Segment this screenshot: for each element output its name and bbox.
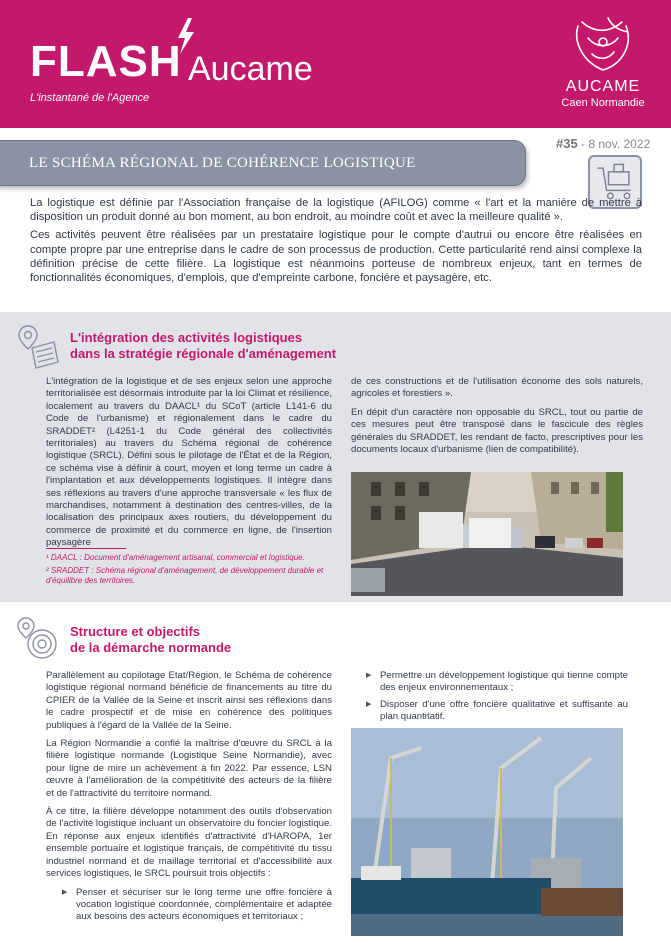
- section2-p1: Parallèlement au copilotage Etat/Région, le Schéma de cohérence logistique régional normand bénéficie de financements au titre du CPIER de la Vallée de la Seine et inscrit ainsi ses réflexions dans le cadre prospectif et de mise en cohérence des politiques publiques à l'égard de la Vallée de la Seine.: [46, 670, 332, 731]
- footnote-rule: [46, 548, 126, 549]
- section2-title: [70, 624, 231, 656]
- section1-right-column: [351, 376, 643, 462]
- section2-right-column: [366, 670, 628, 728]
- logo-city: Caen Normandie: [561, 97, 645, 109]
- tagline: L'instantané de l'Agence: [30, 92, 150, 104]
- footnote-2: ² SRADDET : Schéma régional d'aménagement, de développement durable et d'équilibre des territoires.: [46, 566, 324, 586]
- title-bar: [0, 140, 526, 186]
- section1-right-p1: de ces constructions et de l'utilisation économe des sols naturels, agricoles et forestiers ».: [351, 376, 643, 400]
- section1-left-column: [46, 376, 332, 556]
- section1-footnotes: [46, 553, 332, 587]
- issue-info: [556, 136, 650, 151]
- page-title: LE SCHÉMA RÉGIONAL DE COHÉRENCE LOGISTIQUE: [29, 155, 416, 171]
- logo-name: AUCAME: [565, 78, 641, 95]
- section2-title-line1: Structure et objectifs: [70, 624, 201, 639]
- port-cranes-photo: [351, 728, 623, 936]
- section1-title-line2: dans la stratégie régionale d'aménagement: [70, 346, 337, 361]
- footnote-1: ¹ DAACL : Document d'aménagement artisanal, commercial et logistique.: [46, 553, 305, 562]
- intro-paragraph-1: La logistique est définie par l'Association française de la logistique (AFILOG) comme « l'art et la manière de mettre à disposition un produit donné au bon moment, au bon endroit, au moindre coût et avec la meilleure qualité ».: [30, 197, 642, 224]
- flash-title: FLASH: [30, 37, 182, 86]
- section1-title: [70, 330, 336, 362]
- section2-title-line2: de la démarche normande: [70, 640, 232, 655]
- map-pin-document-icon: [14, 322, 62, 370]
- issue-number: #35: [556, 136, 578, 151]
- objective-2: ▶ Permettre un développement logistique qui tienne compte des enjeux environnementaux ;: [366, 670, 628, 695]
- section1-left-text: L'intégration de la logistique et de ses enjeux selon une approche territorialisée est désormais introduite par la loi Climat et résilience, localement au travers du DAACL¹ du SCoT (article L141-6 du Code de l'urbanisme) et régionalement dans le cadre du SRADDET² (L4251-1 du Code général des collectivités territoriales) au travers du Schéma régional de cohérence logistique (SRCL). Défini sous le pilotage de l'État et de la Région, ce schéma vise à définir à court, moyen et long terme un cadre à l'implantation et aux développements logistiques. Il intègre dans ses réflexions au travers d'une approche transversale « les flux de marchandises, notamment à destination des centres-villes, de la localisation des principaux axes routiers, du développement du commerce de proximité et du commerce en ligne, de l'insertion paysagère: [46, 376, 332, 549]
- issue-date: - 8 nov. 2022: [581, 137, 651, 151]
- section1-title-line1: L'intégration des activités logistiques: [70, 330, 303, 345]
- section2-p3: À ce titre, la filière développe notamment des outils d'observation de l'activité logistique incluant un observatoire du foncier logistique. En réponse aux enjeux identifiés d'attractivité d'HAROPA, 1er ensemble portuaire et logistique français, de compétitivité du tissu industriel normand et de maillage territorial et d'accessibilité aux services logistiques, le SRCL poursuit trois objectifs :: [46, 806, 332, 880]
- trucks-street-photo: [351, 472, 623, 596]
- intro-text: [30, 196, 642, 289]
- target-pin-icon: [14, 614, 62, 662]
- section2-p2: La Région Normandie a confié la maîtrise d'œuvre du SRCL à la filière logistique normande (Logistique Seine Normandie), avec pour ligne de mire un achèvement à fin 2022. Par essence, LSN œuvre à l'amélioration de la compétitivité des acteurs de la filière et de l'attractivité du territoire normand.: [46, 738, 332, 799]
- section1-right-p2: En dépit d'un caractère non opposable du SRCL, tout ou partie de ces mesures peut être transposé dans le fascicule des règles générales du SRADDET, les rendant de facto, prescriptives pour les documents locaux d'urbanisme (lien de compatibilité).: [351, 406, 643, 456]
- section2-left-column: [46, 670, 332, 928]
- objective-1: ▶ Penser et sécuriser sur le long terme une offre foncière à vocation logistique coordonnée, complémentaire et adaptée aux besoins des acteurs économiques et territoriaux ;: [62, 887, 332, 924]
- intro-paragraph-2: Ces activités peuvent être réalisées par un prestataire logistique pour le compte d'autrui ou encore être réalisées en compte propre par une entreprise dans le cadre de son processus de production. Cette particularité rend ainsi complexe la définition précise de cette filière. La logistique est néanmoins porteuse de nombreux enjeux, tant en termes de fonctionnalités économiques, d'emplois, que d'empreinte carbone, foncière et paysagère, etc.: [30, 229, 642, 285]
- objective-3: ▶ Disposer d'une offre foncière qualitative et suffisante au plan quantitatif.: [366, 699, 628, 724]
- flash-aucame-title: Aucame: [188, 50, 313, 88]
